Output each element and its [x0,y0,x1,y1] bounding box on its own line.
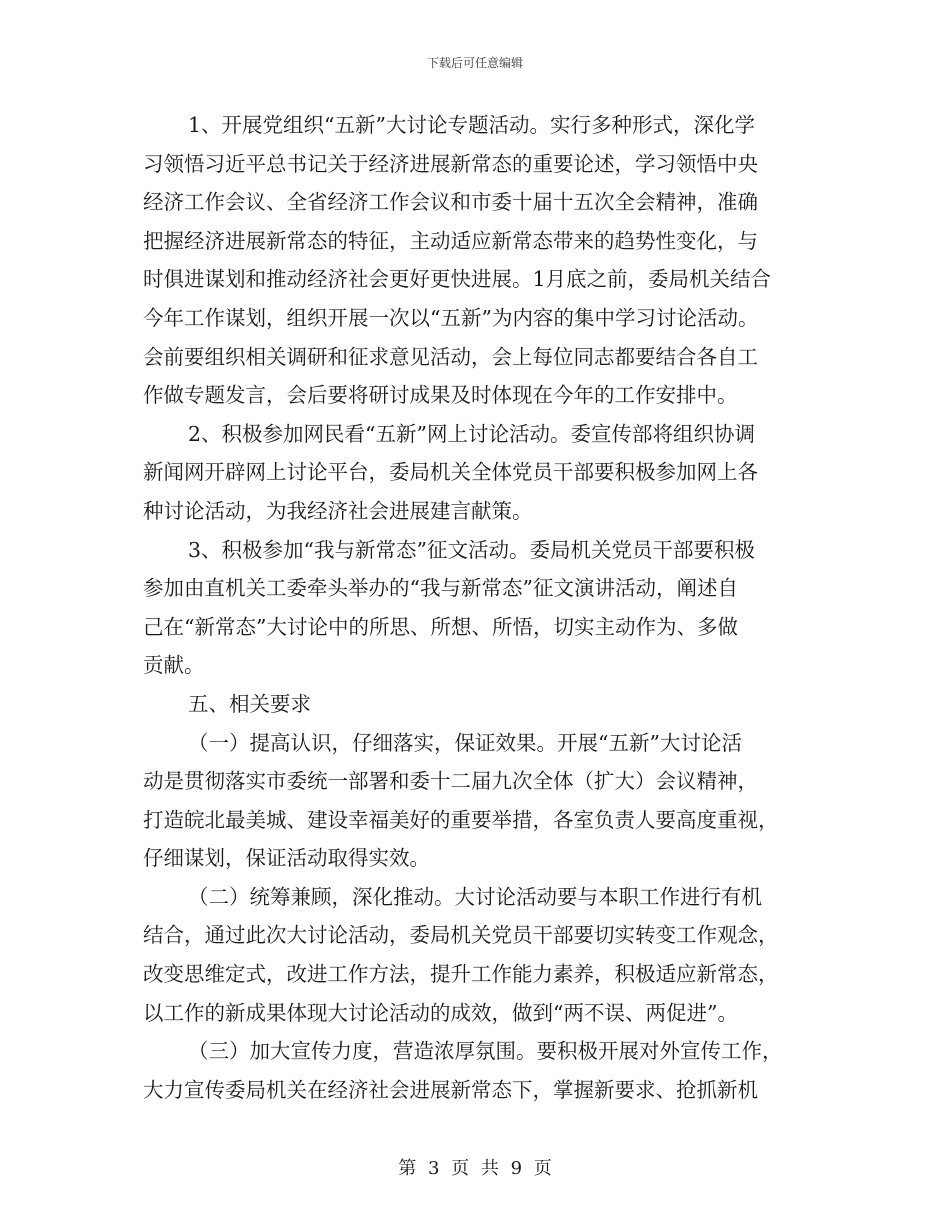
paragraph-line: 打造皖北最美城、建设幸福美好的重要举措，各室负责人要高度重视， [143,807,779,832]
paragraph-line: 己在“新常态”大讨论中的所思、所想、所悟，切实主动作为、多做 [143,614,738,639]
paragraph-line: 时俱进谋划和推动经济社会更好更快进展。1月底之前，委局机关结合 [143,267,772,292]
paragraph-line: 以工作的新成果体现大讨论活动的成效，做到“两不误、两促进”。 [143,1000,738,1025]
paragraph-line: 仔细谋划，保证活动取得实效。 [143,846,430,871]
paragraph-line: 把握经济进展新常态的特征，主动适应新常态带来的趋势性变化，与 [143,228,758,253]
paragraph-line: 动是贯彻落实市委统一部署和委十二届九次全体（扩大）会议精神， [143,769,758,794]
paragraph-line: 参加由直机关工委牵头举办的“我与新常态”征文演讲活动，阐述自 [143,576,738,601]
section-heading: 五、相关要求 [188,691,311,716]
paragraph-line: 种讨论活动，为我经济社会进展建言献策。 [143,498,533,523]
paragraph-line: 习领悟习近平总书记关于经济进展新常态的重要论述，学习领悟中央 [143,151,758,176]
paragraph-line: 贡献。 [143,653,205,678]
document-body [143,106,808,1109]
paragraph-line: （三）加大宣传力度，营造浓厚氛围。要积极开展对外宣传工作， [188,1039,783,1064]
paragraph-line: 改变思维定式，改进工作方法，提升工作能力素养，积极适应新常态， [143,962,779,987]
paragraph-line: 经济工作会议、全省经济工作会议和市委十届十五次全会精神，准确 [143,190,758,215]
paragraph-line: 新闻网开辟网上讨论平台，委局机关全体党员干部要积极参加网上各 [143,460,758,485]
paragraph-line: 今年工作谋划，组织开展一次以“五新”为内容的集中学习讨论活动。 [143,305,759,330]
page-header: 下载后可任意编辑 [426,56,523,70]
page-footer: 第 3 页 共 9 页 [398,1158,552,1179]
paragraph-line: （一）提高认识，仔细落实，保证效果。开展“五新”大讨论活 [188,730,742,755]
paragraph-line: （二）统筹兼顾，深化推动。大讨论活动要与本职工作进行有机 [188,884,762,909]
paragraph-line: 会前要组织相关调研和征求意见活动，会上每位同志都要结合各自工 [143,344,758,369]
paragraph-line: 大力宣传委局机关在经济社会进展新常态下，掌握新要求、抢抓新机 [143,1077,758,1102]
paragraph-line: 3、积极参加“我与新常态”征文活动。委局机关党员干部要积极 [188,537,756,562]
paragraph-line: 作做专题发言，会后要将研讨成果及时体现在今年的工作安排中。 [143,383,738,408]
paragraph-line: 2、积极参加网民看“五新”网上讨论活动。委宣传部将组织协调 [188,421,756,446]
paragraph-line: 结合，通过此次大讨论活动，委局机关党员干部要切实转变工作观念， [143,923,779,948]
paragraph-line: 1、开展党组织“五新”大讨论专题活动。实行多种形式，深化学 [188,113,756,137]
